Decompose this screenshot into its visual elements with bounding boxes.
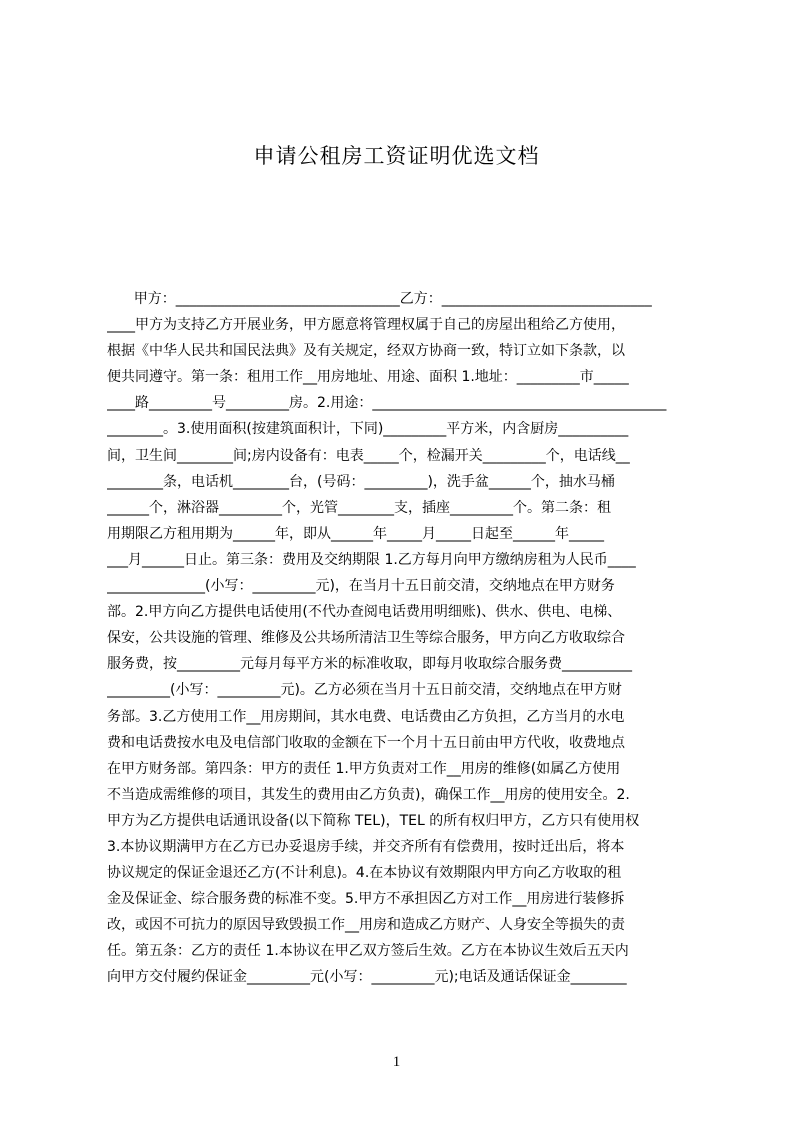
body-line: ______________(小写：_________元)，在当月十五日前交清，交纳地点在甲方财务	[107, 578, 615, 595]
page-number: 1	[392, 1054, 401, 1070]
document-title: 申请公租房工资证明优选文档	[253, 144, 540, 168]
body-line: ____甲方为支持乙方开展业务，甲方愿意将管理权属于自己的房屋出租给乙方使用，	[107, 317, 625, 334]
body-line: 费和电话费按水电及电信部门收取的金额在下一个月十五日前由甲方代收，收费地点	[107, 734, 625, 751]
document-body	[107, 286, 697, 986]
body-line: _________(小写：_________元)。乙方必须在当月十五日前交清，交纳地点在甲方财	[107, 682, 622, 699]
body-line: 用期限乙方租用期为______年，即从______年_____月_____日起至______年_____	[107, 525, 604, 542]
body-line: 服务费，按_________元每月每平方米的标准收取，即每月收取综合服务费__________	[107, 656, 632, 673]
body-line: 金及保证金、综合服务费的标准不变。5.甲方不承担因乙方对工作__用房进行装修拆	[107, 891, 625, 908]
body-line: 间，卫生间________间;房内设备有：电表_____个，检漏开关_________个，电话线__	[107, 447, 630, 464]
body-line: 在甲方财务部。第四条：甲方的责任 1.甲方负责对工作__用房的维修(如属乙方使用	[107, 760, 621, 777]
body-line: 部。2.甲方向乙方提供电话使用(不代办查阅电话费用明细账)、供水、供电、电梯、	[107, 604, 622, 621]
body-line: 根据《中华人民共和国民法典》及有关规定，经双方协商一致，特订立如下条款，以	[107, 343, 625, 360]
body-line: 改，或因不可抗力的原因导致毁损工作__用房和造成乙方财产、人身安全等损失的责	[107, 917, 625, 934]
body-line: 不当造成需维修的项目，其发生的费用由乙方负责)，确保工作__用房的使用安全。2.	[107, 786, 630, 803]
body-line: 便共同遵守。第一条：租用工作__用房地址、用途、面积 1.地址：_________市_____	[107, 369, 629, 386]
body-line: 甲方为乙方提供电话通讯设备(以下简称 TEL)，TEL 的所有权归甲方，乙方只有使用权	[107, 812, 640, 829]
body-line: 保安，公共设施的管理、维修及公共场所清洁卫生等综合服务，甲方向乙方收取综合	[107, 630, 625, 647]
body-line: ________条，电话机________台，(号码：_________)，洗手盆______个，抽水马桶	[107, 473, 615, 490]
body-line: 任。第五条：乙方的责任 1.本协议在甲乙双方签后生效。乙方在本协议生效后五天内	[107, 943, 629, 960]
body-line: 务部。3.乙方使用工作__用房期间，其水电费、电话费由乙方负担，乙方当月的水电	[107, 708, 625, 725]
body-line: 向甲方交付履约保证金_________元(小写：_________元);电话及通话保证金________	[107, 969, 627, 986]
body-line: 甲方：________________________________乙方：______________________________	[107, 291, 652, 307]
body-line: 协议规定的保证金退还乙方(不计利息)。4.在本协议有效期限内甲方向乙方收取的租	[107, 865, 622, 882]
body-line: ____路_________号_________房。2.用途：__________________________________________	[107, 395, 667, 412]
body-line: ________。3.使用面积(按建筑面积计，下同)_________平方米，内含厨房__________	[107, 421, 629, 438]
body-line: ______个，淋浴器_________个，光管________支，插座_________个。第二条：租	[107, 499, 611, 516]
body-line: 3.本协议期满甲方在乙方已办妥退房手续，并交齐所有有偿费用，按时迁出后，将本	[107, 838, 625, 855]
body-line: ___月______日止。第三条：费用及交纳期限 1.乙方每月向甲方缴纳房租为人民币____	[107, 551, 636, 568]
